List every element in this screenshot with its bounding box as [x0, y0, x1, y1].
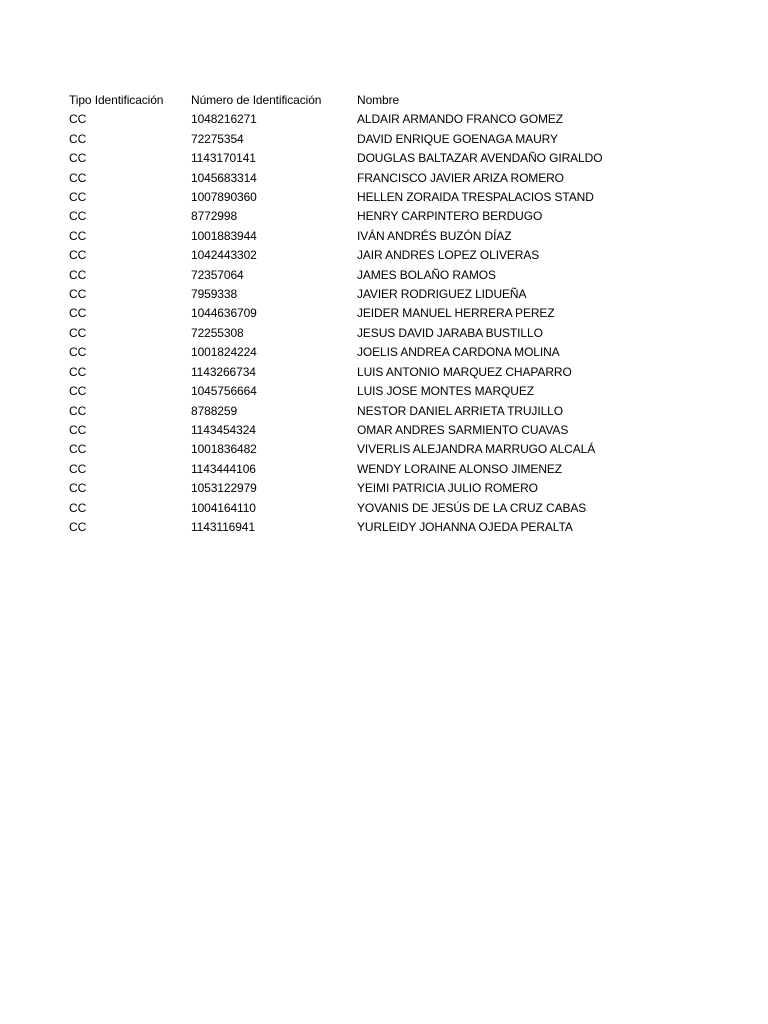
table-row	[69, 440, 729, 459]
cell-numero-identificacion: 1143266734	[191, 364, 256, 379]
header-numero-identificacion: Número de Identificación	[191, 93, 322, 107]
table-row	[69, 304, 729, 323]
cell-numero-identificacion: 1007890360	[191, 190, 257, 205]
cell-nombre: JEIDER MANUEL HERRERA PEREZ	[357, 306, 555, 321]
cell-nombre: YOVANIS DE JESÚS DE LA CRUZ CABAS	[357, 500, 587, 515]
cell-nombre: LUIS JOSE MONTES MARQUEZ	[357, 384, 534, 399]
header-tipo-identificacion: Tipo Identificación	[69, 93, 164, 107]
cell-nombre: YEIMI PATRICIA JULIO ROMERO	[357, 481, 538, 496]
table-row	[69, 499, 729, 518]
header-nombre: Nombre	[357, 93, 400, 107]
cell-numero-identificacion: 1143444106	[191, 461, 256, 476]
cell-numero-identificacion: 1143116941	[191, 519, 255, 534]
cell-tipo-identificacion: CC	[69, 190, 87, 205]
cell-tipo-identificacion: CC	[69, 345, 87, 360]
cell-tipo-identificacion: CC	[69, 287, 87, 302]
cell-tipo-identificacion: CC	[69, 500, 87, 515]
cell-numero-identificacion: 72275354	[191, 131, 244, 146]
table-row	[69, 460, 729, 479]
cell-numero-identificacion: 1045683314	[191, 170, 257, 185]
cell-numero-identificacion: 1042443302	[191, 248, 257, 263]
cell-tipo-identificacion: CC	[69, 519, 87, 534]
cell-tipo-identificacion: CC	[69, 170, 87, 185]
table-row	[69, 110, 729, 129]
cell-numero-identificacion: 7959338	[191, 287, 238, 302]
cell-numero-identificacion: 72357064	[191, 267, 244, 282]
table-row	[69, 343, 729, 362]
cell-tipo-identificacion: CC	[69, 267, 87, 282]
cell-tipo-identificacion: CC	[69, 248, 87, 263]
cell-tipo-identificacion: CC	[69, 131, 87, 146]
identification-table	[69, 91, 729, 537]
table-row	[69, 130, 729, 149]
cell-tipo-identificacion: CC	[69, 461, 87, 476]
cell-tipo-identificacion: CC	[69, 209, 87, 224]
cell-numero-identificacion: 8788259	[191, 403, 238, 418]
table-row	[69, 324, 729, 343]
cell-nombre: VIVERLIS ALEJANDRA MARRUGO ALCALÁ	[357, 442, 596, 457]
cell-numero-identificacion: 1001836482	[191, 442, 257, 457]
cell-numero-identificacion: 1053122979	[191, 481, 257, 496]
cell-nombre: ALDAIR ARMANDO FRANCO GOMEZ	[357, 112, 563, 127]
cell-numero-identificacion: 1004164110	[191, 500, 256, 515]
cell-tipo-identificacion: CC	[69, 306, 87, 321]
table-row	[69, 285, 729, 304]
cell-numero-identificacion: 1045756664	[191, 384, 257, 399]
cell-nombre: NESTOR DANIEL ARRIETA TRUJILLO	[357, 403, 563, 418]
table-row	[69, 518, 729, 537]
cell-numero-identificacion: 1001883944	[191, 228, 257, 243]
table-row	[69, 479, 729, 498]
cell-tipo-identificacion: CC	[69, 325, 87, 340]
cell-nombre: WENDY LORAINE ALONSO JIMENEZ	[357, 461, 563, 476]
cell-tipo-identificacion: CC	[69, 403, 87, 418]
cell-numero-identificacion: 1048216271	[191, 112, 257, 127]
table-row	[69, 246, 729, 265]
cell-nombre: FRANCISCO JAVIER ARIZA ROMERO	[357, 170, 564, 185]
cell-nombre: IVÁN ANDRÉS BUZÓN DÍAZ	[357, 228, 512, 243]
cell-tipo-identificacion: CC	[69, 442, 87, 457]
cell-tipo-identificacion: CC	[69, 481, 87, 496]
cell-nombre: JAIR ANDRES LOPEZ OLIVERAS	[357, 248, 540, 263]
table-row	[69, 266, 729, 285]
table-row	[69, 149, 729, 168]
table-row	[69, 421, 729, 440]
table-row	[69, 188, 729, 207]
cell-nombre: DAVID ENRIQUE GOENAGA MAURY	[357, 131, 558, 146]
cell-nombre: HELLEN ZORAIDA TRESPALACIOS STAND	[357, 190, 594, 205]
cell-tipo-identificacion: CC	[69, 228, 87, 243]
table-row	[69, 363, 729, 382]
cell-tipo-identificacion: CC	[69, 151, 87, 166]
cell-tipo-identificacion: CC	[69, 364, 87, 379]
table-body	[69, 110, 729, 537]
cell-numero-identificacion: 1001824224	[191, 345, 257, 360]
cell-nombre: DOUGLAS BALTAZAR AVENDAÑO GIRALDO	[357, 151, 603, 166]
cell-nombre: JOELIS ANDREA CARDONA MOLINA	[357, 345, 560, 360]
cell-numero-identificacion: 1143454324	[191, 422, 256, 437]
cell-nombre: HENRY CARPINTERO BERDUGO	[357, 209, 543, 224]
table-row	[69, 227, 729, 246]
cell-nombre: LUIS ANTONIO MARQUEZ CHAPARRO	[357, 364, 572, 379]
document-page	[69, 91, 729, 537]
table-row	[69, 402, 729, 421]
cell-tipo-identificacion: CC	[69, 112, 87, 127]
cell-nombre: JAVIER RODRIGUEZ LIDUEÑA	[357, 287, 527, 302]
table-row	[69, 207, 729, 226]
table-row	[69, 382, 729, 401]
table-row	[69, 169, 729, 188]
cell-nombre: OMAR ANDRES SARMIENTO CUAVAS	[357, 422, 569, 437]
cell-numero-identificacion: 1044636709	[191, 306, 257, 321]
cell-numero-identificacion: 72255308	[191, 325, 244, 340]
cell-nombre: YURLEIDY JOHANNA OJEDA PERALTA	[357, 519, 573, 534]
cell-tipo-identificacion: CC	[69, 384, 87, 399]
cell-nombre: JAMES BOLAÑO RAMOS	[357, 267, 496, 282]
cell-tipo-identificacion: CC	[69, 422, 87, 437]
cell-numero-identificacion: 1143170141	[191, 151, 256, 166]
cell-nombre: JESUS DAVID JARABA BUSTILLO	[357, 325, 543, 340]
table-header-row	[69, 91, 729, 110]
cell-numero-identificacion: 8772998	[191, 209, 238, 224]
